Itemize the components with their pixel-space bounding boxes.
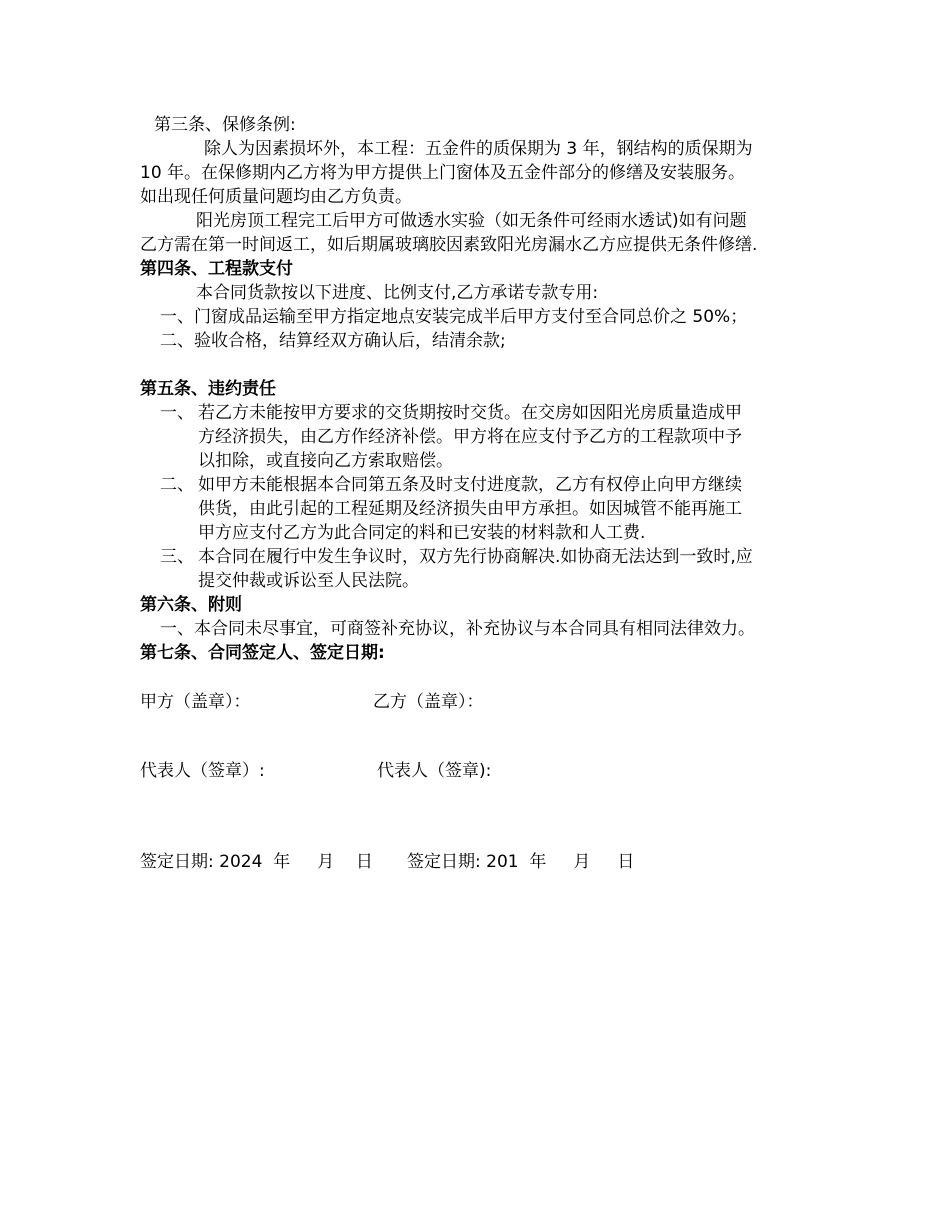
article-6-title: 第六条、附则 [140, 595, 242, 615]
sign-date-row [140, 850, 820, 874]
article-3-title: 第三条、保修条例: [154, 115, 296, 135]
party-a-sign-date: 签定日期: 2024 年 月 日 [140, 852, 373, 872]
article-3-para1-line1: 除人为因素损坏外，本工程：五金件的质保期为 3 年，钢结构的质保期为 [204, 139, 753, 159]
party-b-representative-label: 代表人（签章): [377, 761, 492, 781]
article-4-item-1: 一、门窗成品运输至甲方指定地点安装完成半后甲方支付至合同总价之 50%； [160, 307, 748, 327]
item-line: 若乙方未能按甲方要求的交货期按时交货。在交房如因阳光房质量造成甲 [198, 403, 742, 423]
article-4-item-2: 二、验收合格，结算经双方确认后，结清余款; [160, 331, 506, 351]
item-number: 二、 [160, 475, 194, 495]
article-6-item-1: 一、本合同未尽事宜，可商签补充协议，补充协议与本合同具有相同法律效力。 [160, 619, 755, 639]
seal-row [140, 690, 820, 714]
article-3-para2-line1: 阳光房顶工程完工后甲方可做透水实验（如无条件可经雨水透试)如有问题 [196, 211, 747, 231]
item-number: 三、 [160, 547, 194, 567]
article-3-para1-line2: 10 年。在保修期内乙方将为甲方提供上门窗体及五金件部分的修缮及安装服务。 [140, 163, 746, 183]
article-5-item-2 [140, 473, 820, 545]
item-line: 如甲方未能根据本合同第五条及时支付进度款，乙方有权停止向甲方继续 [198, 475, 742, 495]
article-5-title: 第五条、违约责任 [140, 379, 276, 399]
article-3-para2-line2: 乙方需在第一时间返工，如后期属玻璃胶因素致阳光房漏水乙方应提供无条件修缮. [140, 235, 758, 255]
item-line: 方经济损失，由乙方作经济补偿。甲方将在应支付予乙方的工程款项中予 [198, 427, 742, 447]
article-5-item-3 [140, 545, 820, 593]
item-line: 甲方应支付乙方为此合同定的料和已安装的材料款和人工费. [198, 523, 646, 543]
item-line: 以扣除，或直接向乙方索取赔偿。 [198, 451, 453, 471]
item-line: 供货，由此引起的工程延期及经济损失由甲方承担。如因城管不能再施工 [198, 499, 742, 519]
item-line: 提交仲裁或诉讼至人民法院。 [198, 571, 419, 591]
article-4-title: 第四条、工程款支付 [140, 259, 293, 279]
article-3-para1-line3: 如出现任何质量问题均由乙方负责。 [140, 187, 412, 207]
item-number: 一、 [160, 403, 194, 423]
article-5-item-1 [140, 401, 820, 473]
article-7-title: 第七条、合同签定人、签定日期: [140, 643, 385, 663]
contract-content [140, 113, 820, 874]
party-b-sign-date: 签定日期: 201 年 月 日 [407, 852, 635, 872]
party-a-representative-label: 代表人（签章）: [140, 761, 265, 781]
party-b-seal-label: 乙方（盖章）： [373, 692, 484, 712]
article-4-intro: 本合同货款按以下进度、比例支付,乙方承诺专款专用: [196, 283, 599, 303]
item-line: 本合同在履行中发生争议时，双方先行协商解决.如协商无法达到一致时,应 [198, 547, 753, 567]
representative-row [140, 759, 820, 783]
party-a-seal-label: 甲方（盖章）： [140, 692, 251, 712]
